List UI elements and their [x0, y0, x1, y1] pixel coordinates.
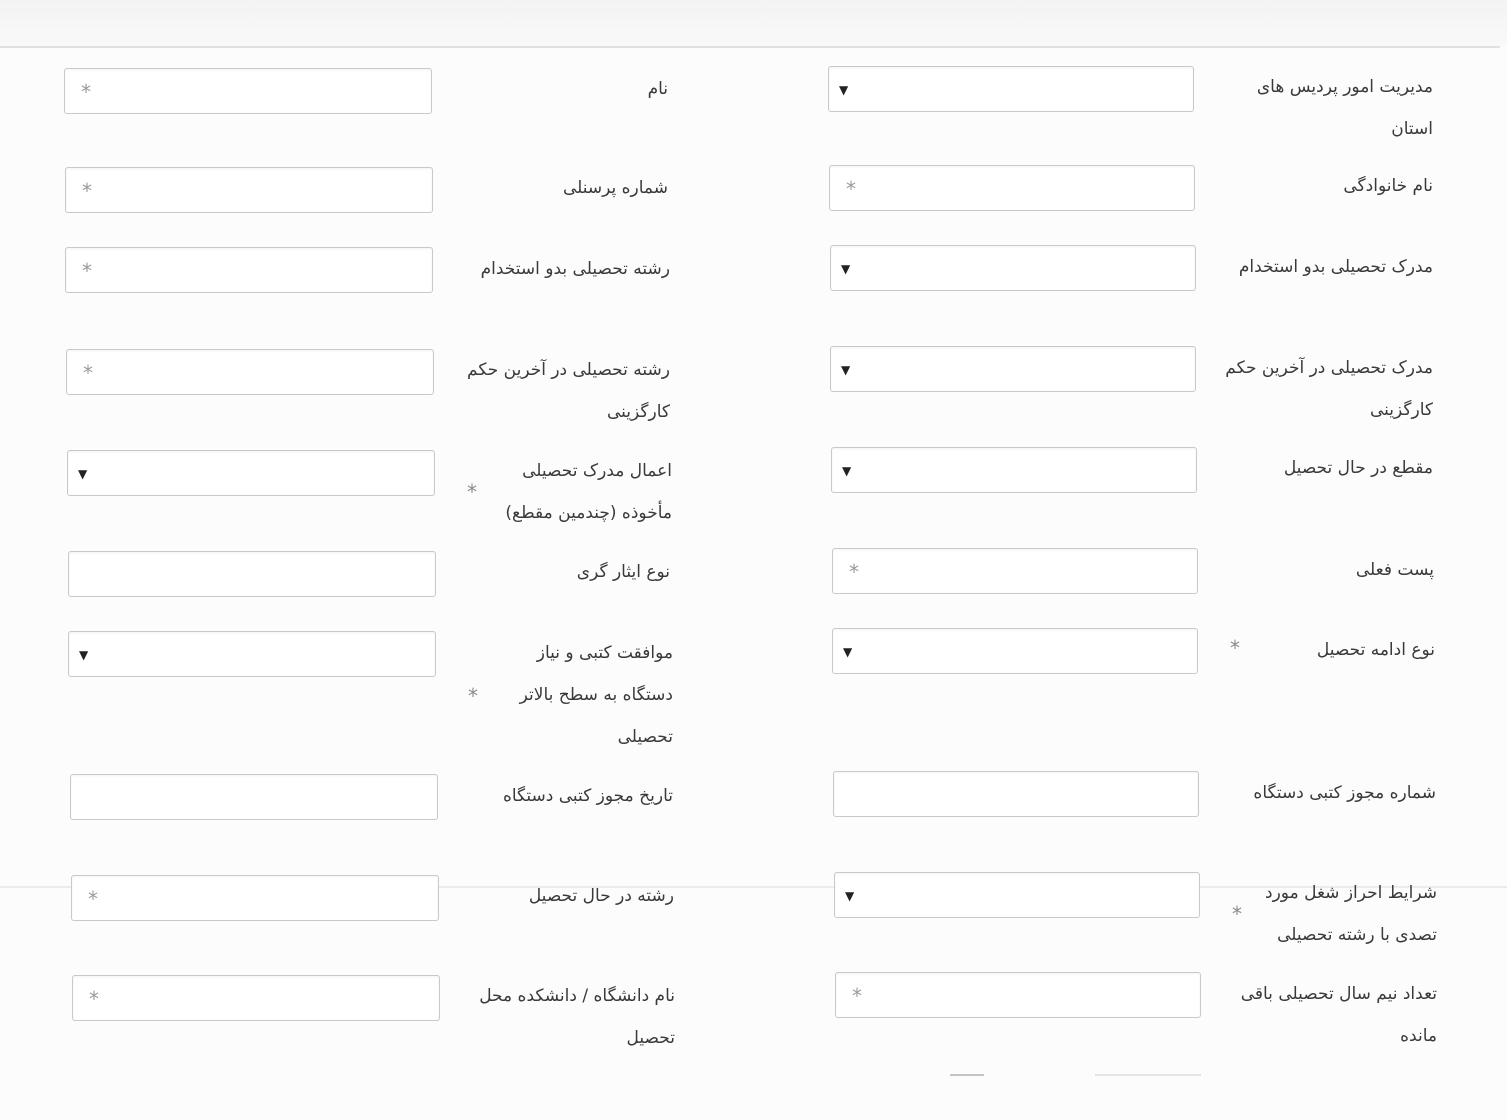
first-name-input[interactable]: [64, 68, 432, 114]
current-major-label: رشته در حال تحصیل: [528, 886, 674, 906]
campus-admin-label: مدیریت امور پردیس های استان: [1256, 77, 1433, 139]
permit-date-label: تاریخ مجوز کتبی دستگاه: [502, 786, 673, 806]
permit-date-input[interactable]: [70, 774, 438, 820]
top-navigation-bar: [0, 0, 1507, 46]
required-asterisk-icon: *: [82, 259, 92, 283]
required-asterisk-icon: *: [89, 987, 99, 1011]
degree-at-hire-select[interactable]: [830, 245, 1196, 291]
job-qualification-select[interactable]: [834, 872, 1200, 918]
sacrifice-type-input[interactable]: [68, 551, 436, 597]
chevron-down-icon: ▼: [845, 889, 855, 903]
required-asterisk-icon: *: [1232, 902, 1242, 926]
last-name-input[interactable]: [829, 165, 1195, 211]
required-asterisk-icon: *: [82, 179, 92, 203]
major-last-decree-input[interactable]: [66, 349, 434, 395]
continuation-type-select[interactable]: [832, 628, 1198, 674]
required-asterisk-icon: *: [849, 560, 859, 584]
required-asterisk-icon: *: [467, 480, 477, 504]
chevron-down-icon: ▼: [78, 467, 88, 481]
degree-last-decree-label: مدرک تحصیلی در آخرین حکم کارگزینی: [1225, 358, 1433, 420]
major-at-hire-input[interactable]: [65, 247, 433, 293]
required-asterisk-icon: *: [468, 684, 478, 708]
written-approval-label: موافقت کتبی و نیاز دستگاه به سطح بالاتر تحصیلی: [519, 643, 673, 747]
required-asterisk-icon: *: [83, 361, 93, 385]
required-asterisk-icon: *: [1230, 636, 1240, 660]
personnel-no-label: شماره پرسنلی: [562, 178, 668, 198]
university-name-input[interactable]: [72, 975, 440, 1021]
current-level-select[interactable]: [831, 447, 1197, 493]
current-level-label: مقطع در حال تحصیل: [1283, 458, 1433, 478]
university-name-label: نام دانشگاه / دانشکده محل تحصیل: [479, 986, 675, 1048]
bottom-divider-left: [950, 1074, 984, 1076]
chevron-down-icon: ▼: [79, 648, 89, 662]
chevron-down-icon: ▼: [841, 363, 851, 377]
last-name-label: نام خانوادگی: [1343, 176, 1433, 196]
required-asterisk-icon: *: [846, 177, 856, 201]
applied-degree-select[interactable]: [67, 450, 435, 496]
current-post-input[interactable]: [832, 548, 1198, 594]
personnel-no-input[interactable]: [65, 167, 433, 213]
permit-number-label: شماره مجوز کتبی دستگاه: [1253, 783, 1436, 803]
written-approval-select[interactable]: [68, 631, 436, 677]
degree-last-decree-select[interactable]: [830, 346, 1196, 392]
chevron-down-icon: ▼: [842, 464, 852, 478]
major-at-hire-label: رشته تحصیلی بدو استخدام: [480, 259, 670, 279]
degree-at-hire-label: مدرک تحصیلی بدو استخدام: [1238, 257, 1433, 277]
remaining-semesters-label: تعداد نیم سال تحصیلی باقی مانده: [1240, 984, 1437, 1046]
chevron-down-icon: ▼: [839, 83, 849, 97]
bottom-divider-right: [1095, 1074, 1201, 1076]
required-asterisk-icon: *: [81, 80, 91, 104]
campus-admin-select[interactable]: [828, 66, 1194, 112]
current-post-label: پست فعلی: [1355, 560, 1434, 580]
major-last-decree-label: رشته تحصیلی در آخرین حکم کارگزینی: [467, 360, 670, 422]
remaining-semesters-input[interactable]: [835, 972, 1201, 1018]
chevron-down-icon: ▼: [843, 645, 853, 659]
applied-degree-label: اعمال مدرک تحصیلی مأخوذه (چندمین مقطع): [505, 461, 672, 523]
chevron-down-icon: ▼: [841, 262, 851, 276]
permit-number-input[interactable]: [833, 771, 1199, 817]
continuation-type-label: نوع ادامه تحصیل: [1316, 640, 1435, 660]
header-divider: [0, 46, 1500, 48]
required-asterisk-icon: *: [88, 887, 98, 911]
first-name-label: نام: [647, 79, 668, 99]
required-asterisk-icon: *: [852, 984, 862, 1008]
current-major-input[interactable]: [71, 875, 439, 921]
sacrifice-type-label: نوع ایثار گری: [576, 562, 670, 582]
job-qualification-label: شرایط احراز شغل مورد تصدی با رشته تحصیلی: [1265, 883, 1437, 945]
